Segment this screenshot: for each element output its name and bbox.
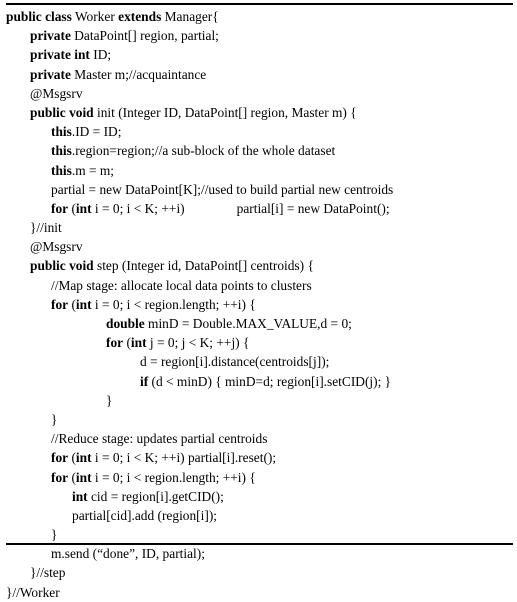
code-keyword: if: [140, 373, 149, 389]
code-keyword: this: [51, 143, 72, 159]
code-text: .m = m;: [71, 162, 114, 178]
code-line: [6, 525, 513, 544]
bottom-rule: [6, 543, 513, 545]
code-text: i = 0; i < region.length; ++i) {: [91, 469, 256, 485]
code-keyword: this: [51, 162, 72, 178]
code-keyword: private int: [30, 47, 90, 63]
code-text: (: [68, 450, 76, 466]
code-text: Worker: [71, 9, 119, 24]
code-keyword: int: [75, 200, 92, 216]
code-listing: [6, 7, 513, 602]
code-line: [6, 161, 513, 180]
code-text: .ID = ID;: [71, 124, 122, 140]
code-text: cid = region[i].getCID();: [87, 488, 224, 504]
code-line: [6, 333, 513, 352]
code-line: [6, 410, 513, 429]
code-line: [6, 141, 513, 160]
code-text: @Msgsrv: [30, 85, 83, 101]
code-line: [6, 65, 513, 84]
code-line: [6, 256, 513, 275]
code-keyword: for: [51, 469, 69, 485]
code-text: }: [51, 527, 58, 543]
code-line: [6, 544, 513, 563]
code-line: [6, 199, 513, 218]
code-text: init (Integer ID, DataPoint[] region, Master m) {: [93, 104, 357, 120]
code-line: [6, 26, 513, 45]
code-keyword: double: [106, 316, 145, 331]
code-text: //Reduce stage: updates partial centroids: [51, 431, 268, 447]
code-text: (: [68, 469, 76, 485]
code-text: i = 0; i < K; ++i): [91, 200, 185, 216]
code-text: d = region[i].distance(centroids[j]);: [140, 354, 330, 370]
code-keyword: for: [51, 450, 69, 466]
code-keyword: int: [75, 296, 92, 312]
code-text: step (Integer id, DataPoint[] centroids) {: [93, 258, 314, 274]
code-line: [6, 583, 513, 602]
code-text: (d < minD) { minD=d; region[i].setCID(j); }: [148, 373, 392, 389]
code-line: [6, 448, 513, 467]
code-text: }: [51, 411, 58, 427]
code-line: [6, 487, 513, 506]
code-line: [6, 45, 513, 64]
code-keyword: int: [72, 488, 88, 504]
code-text: minD = Double.MAX_VALUE,d = 0;: [144, 316, 352, 331]
code-keyword: int: [75, 469, 92, 485]
code-text: i = 0; i < region.length; ++i) {: [91, 296, 256, 312]
code-text: Master m;//acquaintance: [70, 66, 207, 82]
code-text: //Map stage: allocate local data points to clusters: [51, 277, 312, 293]
code-text: (: [123, 335, 131, 351]
code-text: partial[cid].add (region[i]);: [72, 507, 217, 523]
code-line: [6, 237, 513, 256]
code-text: partial = new DataPoint[K];//used to build partial new centroids: [51, 181, 394, 197]
code-text: .region=region;//a sub-block of the whole dataset: [71, 143, 336, 159]
code-keyword: public class: [6, 9, 72, 24]
code-keyword: public void: [30, 104, 94, 120]
code-line: [6, 506, 513, 525]
code-line: [6, 122, 513, 141]
code-text: DataPoint[] region, partial;: [70, 28, 219, 44]
code-text: @Msgsrv: [30, 239, 83, 255]
code-text: }//step: [30, 565, 66, 581]
code-line: [6, 563, 513, 582]
code-text: }: [106, 392, 113, 408]
code-line: [6, 180, 513, 199]
code-keyword: for: [51, 200, 69, 216]
code-line: [6, 7, 513, 26]
code-listing-frame: [6, 3, 513, 600]
code-keyword: private: [30, 66, 71, 82]
code-line: [6, 429, 513, 448]
code-text: i = 0; i < K; ++i) partial[i].reset();: [91, 450, 277, 466]
code-line: [6, 84, 513, 103]
code-line: [6, 295, 513, 314]
code-keyword: private: [30, 28, 71, 44]
code-line: [6, 103, 513, 122]
code-line: [6, 391, 513, 410]
code-line: [6, 314, 513, 333]
code-text: partial[i] = new DataPoint();: [236, 200, 390, 216]
code-keyword: for: [51, 296, 69, 312]
code-line: [6, 372, 513, 391]
code-keyword: extends: [118, 9, 162, 24]
code-text: Manager{: [161, 9, 219, 24]
code-text: (: [68, 296, 76, 312]
code-line: [6, 468, 513, 487]
code-text: ID;: [89, 47, 112, 63]
code-line: [6, 352, 513, 371]
code-text: }//Worker: [6, 584, 60, 600]
code-line: [6, 276, 513, 295]
code-keyword: int: [130, 335, 147, 351]
code-keyword: for: [106, 335, 124, 351]
code-keyword: int: [75, 450, 92, 466]
code-keyword: this: [51, 124, 72, 140]
code-text: j = 0; j < K; ++j) {: [146, 335, 250, 351]
code-text: m.send (“done”, ID, partial);: [51, 546, 205, 562]
top-rule: [6, 3, 513, 5]
code-text: (: [68, 200, 76, 216]
code-text: }//init: [30, 220, 62, 236]
code-line: [6, 218, 513, 237]
code-keyword: public void: [30, 258, 94, 274]
